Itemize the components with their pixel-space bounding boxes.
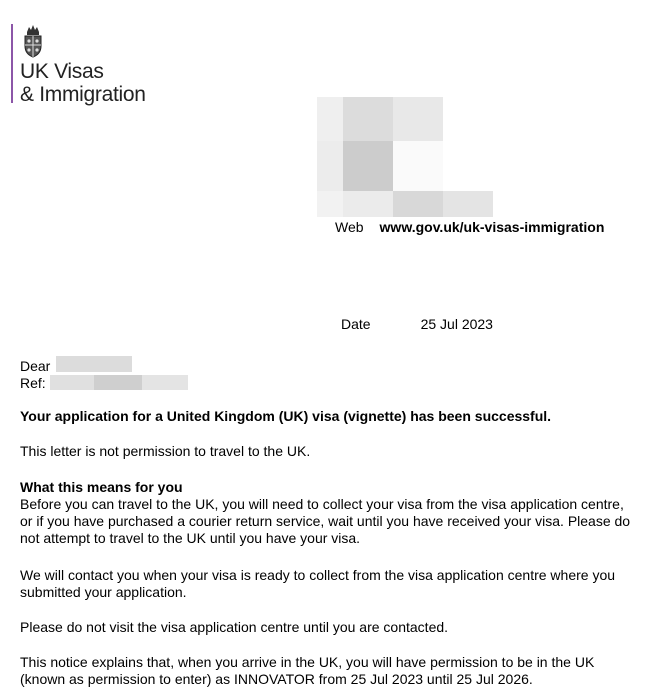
brand-line-1: UK Visas xyxy=(20,60,104,83)
logo-accent-bar xyxy=(11,24,13,103)
contact-text: We will contact you when your visa is ready to collect from the visa application centre where you submitted your application. xyxy=(20,567,616,600)
salutation-dear: Dear xyxy=(20,358,51,374)
date-row xyxy=(341,316,493,332)
section-heading: What this means for you xyxy=(20,479,183,495)
headline: Your application for a United Kingdom (UK) visa (vignette) has been successful. xyxy=(20,408,552,424)
brand-line-2: & Immigration xyxy=(20,83,146,106)
collect-visa-text: Before you can travel to the UK, you will need to collect your visa from the visa application centre, or if you have purchased a courier return service, wait until you have received your visa. Please do not attempt to travel to the UK until you have your visa. xyxy=(20,496,631,546)
do-not-visit-text: Please do not visit the visa application centre until you are contacted. xyxy=(20,619,449,635)
reference-label: Ref: xyxy=(20,375,46,391)
web-url: www.gov.uk/uk-visas-immigration xyxy=(379,219,605,235)
permission-notice-text: This notice explains that, when you arrive in the UK, you will have permission to be in the UK (known as permission to enter) as INNOVATOR from 25 Jul 2023 until 25 Jul 2026. xyxy=(20,654,595,687)
brand-wordmark xyxy=(20,60,146,106)
web-label: Web xyxy=(335,219,364,235)
web-contact-row xyxy=(335,219,604,235)
redacted-name xyxy=(56,356,132,372)
royal-crest-icon xyxy=(22,24,44,58)
date-value: 25 Jul 2023 xyxy=(420,316,493,332)
date-label: Date xyxy=(341,316,371,332)
not-permission-text: This letter is not permission to travel to the UK. xyxy=(20,443,311,459)
